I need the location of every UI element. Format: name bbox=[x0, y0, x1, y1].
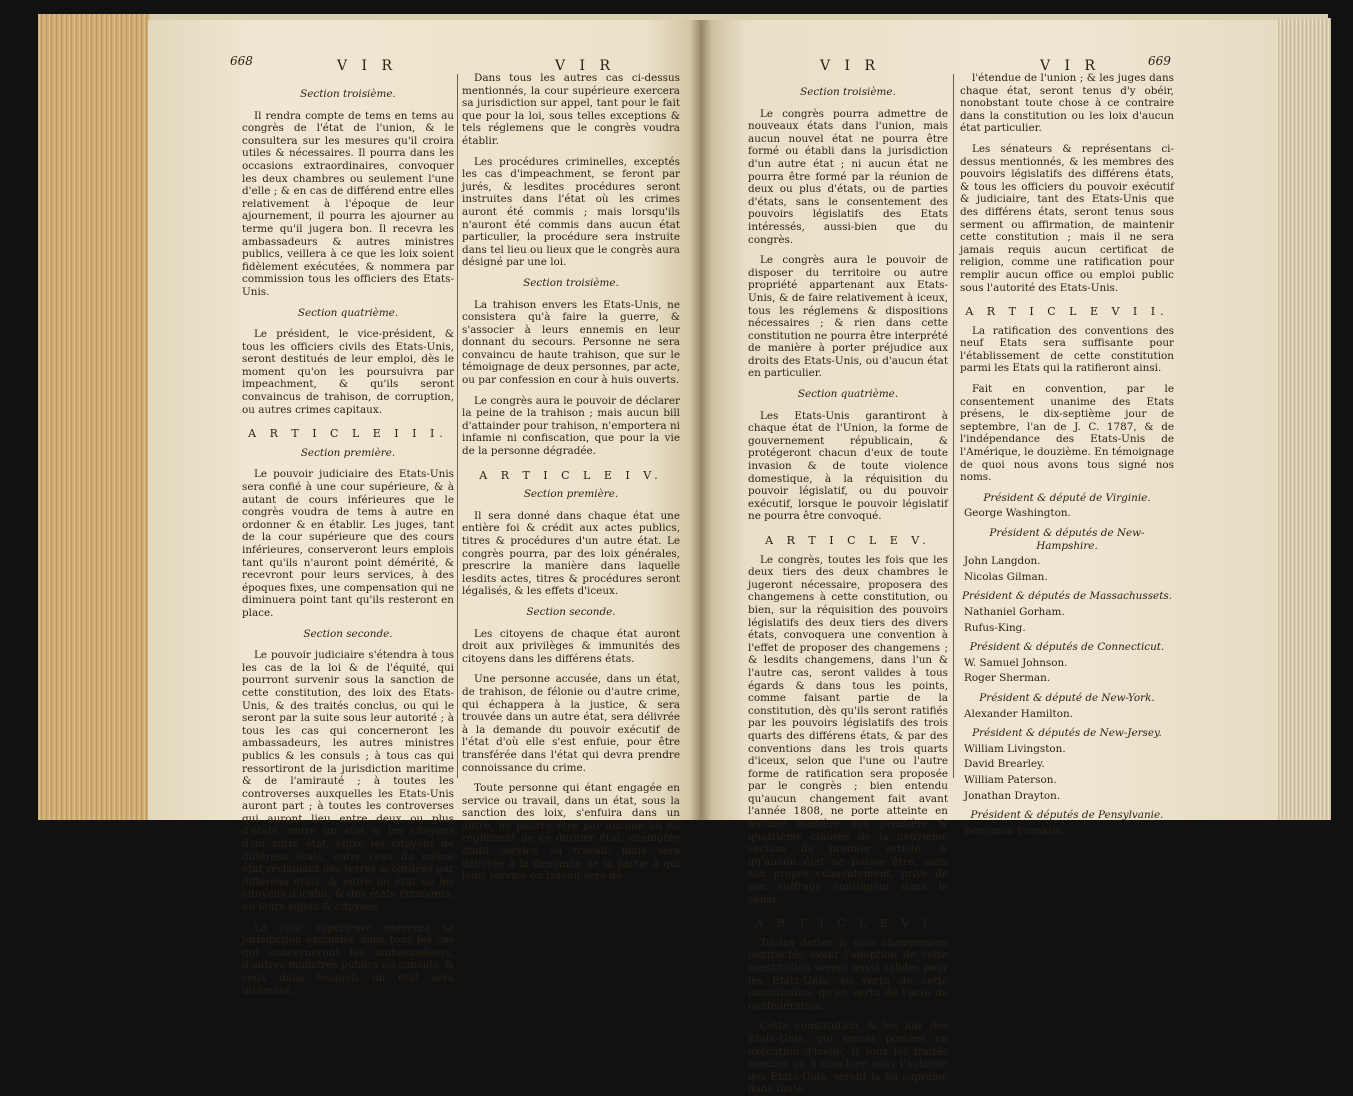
paragraph: Fait en convention, par le consentement unanime des Etats présens, le dix-septième jour de septembre, l'an de J. C. 1787, & de l'indépendance des Etats-Unis de l'Amérique, le douzième. En témoignage de quoi nous avons tous signé nos noms. bbox=[960, 383, 1174, 484]
section-heading: Section troisième. bbox=[800, 86, 896, 98]
paragraph: Toutes dettes & tous changemens contractés avant l'adoption de cette constitution seront aussi valides pour les Etats-Unis, en vertu de cette constitution, qu'en vertu de l'acte de confédération. bbox=[748, 936, 948, 1012]
section-heading: Section troisième. bbox=[300, 88, 396, 100]
section-heading: Section quatrième. bbox=[797, 388, 899, 401]
article-heading: A R T I C L E I V. bbox=[479, 468, 663, 482]
right-running-head-1: V I R bbox=[820, 58, 881, 74]
signatory-name: David Brearley. bbox=[964, 758, 1045, 771]
paragraph: Le pouvoir judiciaire s'étendra à tous les cas de la loi & de l'équité, qui pourront survenir sous la sanction de cette constitution, des loix des Etats-Unis, & des traités conclus, ou qui le seront par la suite sous leur autorité ; à tous les cas qui concerneront les ambassadeurs, les autres ministres publics & les consuls ; à tous cas qui ressortiront de la jurisdiction maritime & de l'amirauté ; à toutes les controverses auxquelles les Etats-Unis auront part ; à toutes les controverses qui auront lieu entre deux ou plus d'états, entre un état & les citoyens d'un autre état, entre les citoyens de différens états, entre ceux du même état réclamant des terres accordées par différens états, & entre un état ou les citoyens d'icelui, & des états étrangers, ou leurs sujets & citoyens. bbox=[242, 649, 454, 914]
signatory-name: Roger Sherman. bbox=[964, 672, 1051, 685]
paragraph: Dans tous les autres cas ci-dessus mentionnés, la cour supérieure exercera sa jurisdiction sur appel, tant pour le fait que pour la loi, sous telles exceptions & tels réglemens que le congrès voudra établir. bbox=[462, 72, 680, 147]
signatory-heading: Président & députés de Connecticut. bbox=[969, 641, 1165, 654]
paragraph: Il rendra compte de tems en tems au congrès de l'état de l'union, & le consultera sur les mesures qu'il croira utiles & nécessaires. Il pourra dans les occasions extraordinaires, convoquer les deux chambres ou seulement l'une d'elle ; & en cas de différend entre elles relativement à l'époque de leur ajournement, il pourra les ajourner au terme qu'il jugera bon. Il recevra les ambassadeurs & autres ministres publics, veillera à ce que les loix soient fidèlement exécutées, & nommera par commission tous les officiers des Etats-Unis. bbox=[242, 109, 454, 298]
signatory-name: Rufus-King. bbox=[964, 621, 1026, 634]
paragraph: La trahison envers les Etats-Unis, ne consistera qu'à faire la guerre, & s'associer à leurs ennemis en leur donnant du secours. Personne ne sera convaincu de haute trahison, que sur le témoignage de deux personnes, par acte, ou par confession en cour à huis ouverts. bbox=[462, 298, 680, 387]
paragraph: Le congrès, toutes les fois que les deux tiers des deux chambres le jugeront nécessaire, proposera des changemens à cette constitution, ou bien, sur la réquisition des pouvoirs législatifs des deux tiers des divers états, convoquera une convention à l'effet de proposer des changemens ; & lesdits changemens, dans l'un & l'autre cas, seront valides à tous égards & dans tous les points, comme faisant partie de la constitution, dès qu'ils seront ratifiés par les pouvoirs législatifs des trois quarts des différens états, & par des conventions dans les trois quarts d'iceux, selon que l'une ou l'autre forme de ratification sera proposée par le congrès ; bien entendu qu'aucun changement fait avant l'année 1808, ne porte atteinte en aucune manière aux première & quatrième clauses de la neuvième section du premier article, & qu'aucun état ne puisse être, sans son propre consentement, privé de son suffrage contingent dans le sénat. bbox=[748, 553, 948, 906]
signatory-name: Alexander Hamilton. bbox=[964, 707, 1073, 720]
article-heading: A R T I C L E V I I. bbox=[965, 305, 1169, 319]
page-edges-left bbox=[38, 14, 150, 820]
paragraph: Il sera donné dans chaque état une entière foi & crédit aux actes publics, titres & procédures d'un autre état. Le congrès pourra, par des loix générales, prescrire la manière dans laquelle lesdits actes, titres & procédures seront légalisés, & les effets d'iceux. bbox=[462, 509, 680, 598]
signatory-heading: Président & députés de Massachussets. bbox=[961, 590, 1172, 603]
left-running-head-2: V I R bbox=[555, 58, 616, 74]
left-page-column-2 bbox=[462, 72, 680, 883]
paragraph: Le congrès aura le pouvoir de disposer du territoire ou autre propriété appartenant aux Etats-Unis, & de faire relativement à iceux, tous les réglemens & dispositions nécessaires ; & rien dans cette constitution ne pourra être interprété de manière à porter préjudice aux droits des Etats-Unis, ou d'aucun état en particulier. bbox=[748, 254, 948, 380]
left-page-column-1 bbox=[242, 84, 454, 997]
signatory-heading: Président & député de Virginie. bbox=[983, 491, 1151, 504]
article-heading: A R T I C L E I I I. bbox=[248, 427, 448, 441]
signatory-name: Jonathan Drayton. bbox=[964, 789, 1061, 802]
signatory-name: George Washington. bbox=[964, 507, 1071, 520]
signatory-name: William Livingston. bbox=[964, 742, 1066, 755]
paragraph: Une personne accusée, dans un état, de trahison, de félonie ou d'autre crime, qui échappera à la justice, & sera trouvée dans un autre état, sera délivrée à la demande du pouvoir exécutif de l'état d'où elle s'est enfuie, pour être transférée dans l'état qui devra prendre connoissance du crime. bbox=[462, 673, 680, 774]
right-page-column-1 bbox=[748, 82, 948, 1096]
signatory-heading: Président & députés de New-Jersey. bbox=[972, 727, 1162, 740]
section-heading: Section quatrième. bbox=[297, 306, 399, 319]
right-page-column-2 bbox=[960, 72, 1174, 837]
section-heading: Section seconde. bbox=[526, 605, 616, 618]
signatory-name: Benjamin Franklin. bbox=[964, 824, 1066, 837]
paragraph: Toute personne qui étant engagée en service ou travail, dans un état, sous la sanction des loix, s'enfuira dans un autre, ne pourra être par aucune loi ou règlement de ce dernier état, exemptée dudit service ou travail, mais sera délivrée à la demande de la partie à qui ledit service ou travail sera dû. bbox=[462, 782, 680, 883]
paragraph: Les citoyens de chaque état auront droit aux privilèges & immunités des citoyens dans les différens états. bbox=[462, 627, 680, 665]
left-page-number: 668 bbox=[230, 54, 253, 68]
signatory-heading: Président & députés de New-Hampshire. bbox=[989, 527, 1145, 552]
article-heading: A R T I C L E V I. bbox=[755, 917, 941, 931]
section-heading: Section première. bbox=[300, 446, 396, 459]
page-edges-right bbox=[1271, 18, 1331, 820]
section-heading: Section seconde. bbox=[303, 627, 393, 640]
paragraph: Cette constitution, & les loix des Etats-Unis, qui seront portées en exécution d'icelle, & tous les traités conclus ou à conclure sous l'autorité des Etats-Unis, seront la loi suprême dans toute bbox=[748, 1020, 948, 1096]
book-gutter bbox=[690, 20, 712, 820]
signatory-name: W. Samuel Johnson. bbox=[964, 656, 1068, 669]
article-heading: A R T I C L E V. bbox=[765, 534, 931, 547]
right-column-rule bbox=[953, 74, 954, 778]
paragraph: l'étendue de l'union ; & les juges dans chaque état, seront tenus d'y obéir, nonobstant toute chose à ce contraire dans la constitution ou les loix d'aucun état particulier. bbox=[960, 72, 1174, 135]
right-running-head-2: V I R bbox=[1040, 58, 1101, 74]
signatory-heading: Président & députés de Pensylvanie. bbox=[970, 809, 1164, 822]
paragraph: Le pouvoir judiciaire des Etats-Unis sera confié à une cour supérieure, & à autant de cours inférieures que le congrès voudra de tems à autre en ordonner & en établir. Les juges, tant de la cour supérieure que des cours inférieures, conserveront leurs emplois tant qu'ils n'auront point démérité, & recevront pour leurs services, à des époques fixes, une compensation qui ne diminuera point tant qu'ils resteront en place. bbox=[242, 468, 454, 619]
signatory-name: William Paterson. bbox=[964, 773, 1057, 786]
paragraph: Les sénateurs & représentans ci-dessus mentionnés, & les membres des pouvoirs législatifs des différens états, & tous les officiers du pouvoir exécutif & judiciaire, tant des Etats-Unis que des différens états, seront tenus sous serment ou affirmation, de maintenir cette constitution ; mais il ne sera jamais requis aucun certificat de religion, comme une ratification pour remplir aucun office ou emploi public sous l'autorité des Etats-Unis. bbox=[960, 142, 1174, 294]
signatory-name: Nathaniel Gorham. bbox=[964, 605, 1065, 618]
paragraph: Le congrès aura le pouvoir de déclarer la peine de la trahison ; mais aucun bill d'attainder pour trahison, n'emportera ni infamie ni confiscation, que pour la vie de la personne dégradée. bbox=[462, 394, 680, 458]
paragraph: Le président, le vice-président, & tous les officiers civils des Etats-Unis, seront destitués de leur emploi, dès le moment qu'on les poursuivra par impeachment, & qu'ils seront convaincus de trahison, de corruption, ou autres crimes capitaux. bbox=[242, 328, 454, 416]
paragraph: Le congrès pourra admettre de nouveaux états dans l'union, mais aucun nouvel état ne pourra être formé ou établi dans la jurisdiction d'un autre état ; ni aucun état ne pourra être formé par la réunion de deux ou plus d'états, ou de parties d'états, sans le consentement des pouvoirs législatifs des Etats intéressés, aussi-bien que du congrès. bbox=[748, 107, 948, 246]
paragraph: Les procédures criminelles, exceptés les cas d'impeachment, se feront par jurés, & lesdites procédures seront instruites dans l'état où les crimes auront été commis ; mais lorsqu'ils n'auront été commis dans aucun état particulier, la procédure sera instruite dans tel lieu ou lieux que le congrès aura désigné par une loi. bbox=[462, 155, 680, 269]
paragraph: La ratification des conventions des neuf Etats sera suffisante pour l'établissement de cette constitution parmi les Etats qui la ratifieront ainsi. bbox=[960, 324, 1174, 375]
left-column-rule bbox=[457, 74, 458, 778]
paragraph: La cour supérieure exercera sa jurisdiction exclusive dans tous les cas qui concerneront les ambassadeurs, d'autres ministres publics ou consuls, & ceux dans lesquels un état sera intéressé. bbox=[242, 921, 454, 997]
section-heading: Section première. bbox=[523, 488, 619, 501]
signatory-name: Nicolas Gilman. bbox=[964, 570, 1048, 583]
left-running-head-1: V I R bbox=[337, 58, 398, 74]
signatory-heading: Président & député de New-York. bbox=[979, 691, 1155, 704]
section-heading: Section troisième. bbox=[523, 276, 619, 289]
signatory-name: John Langdon. bbox=[964, 555, 1041, 568]
paragraph: Les Etats-Unis garantiront à chaque état de l'Union, la forme de gouvernement républicain, & protégeront chacun d'eux de toute invasion & de toute violence domestique, à la réquisition du pouvoir législatif, ou du pouvoir exécutif, lorsque le pouvoir législatif ne pourra être convoqué. bbox=[748, 409, 948, 523]
right-page-number: 669 bbox=[1148, 54, 1171, 68]
